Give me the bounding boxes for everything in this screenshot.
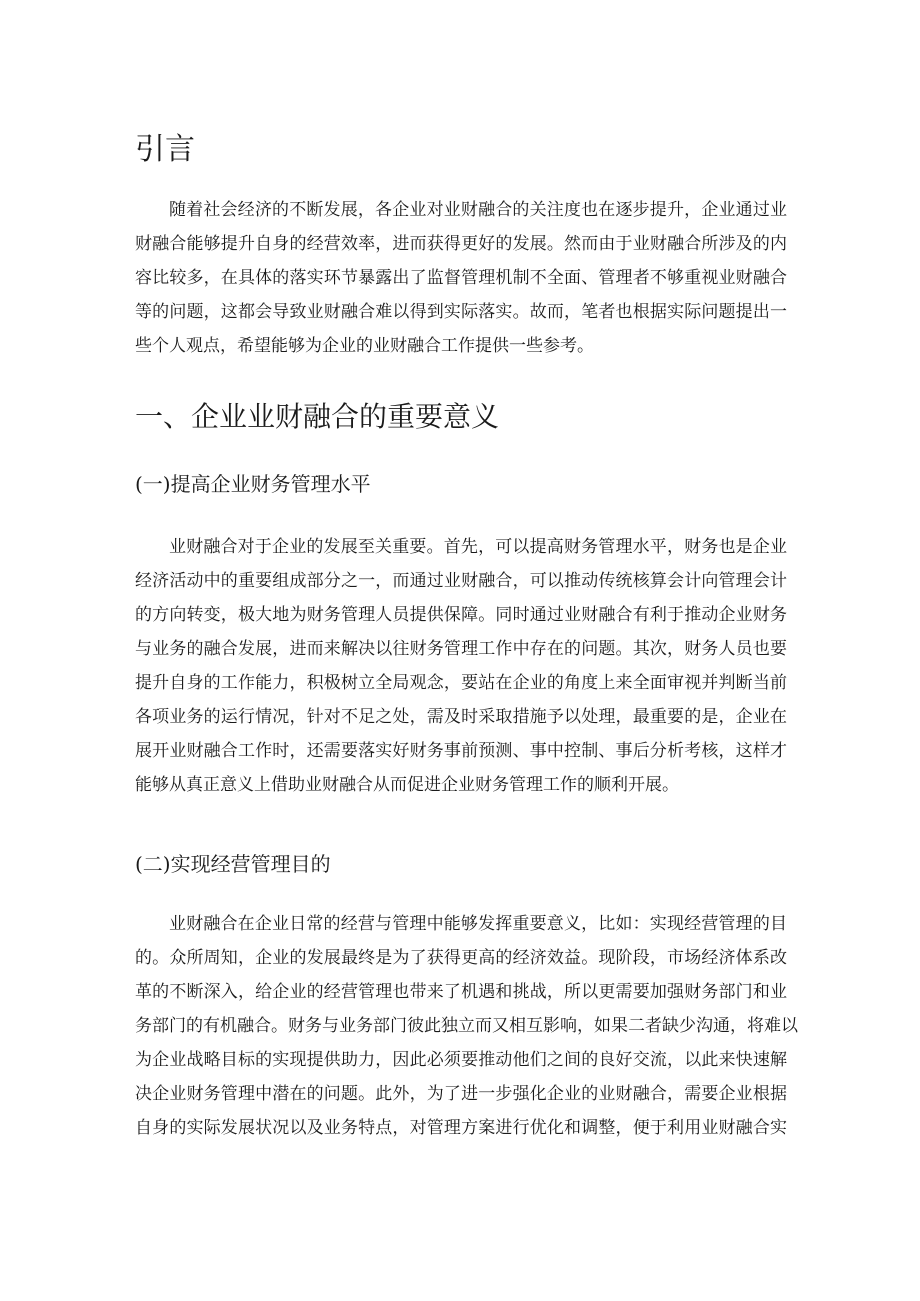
subsection-1-paragraph — [135, 530, 787, 802]
paragraph-line: 自身的实际发展状况以及业务特点，对管理方案进行优化和调整，便于利用业财融合实 — [135, 1118, 787, 1138]
paragraph-line: 等的问题，这都会导致业财融合难以得到实际落实。故而，笔者也根据实际问题提出一 — [135, 302, 787, 322]
subsection-heading-2: (二)实现经营管理目的 — [135, 852, 331, 876]
paragraph-line: 为企业战略目标的实现提供助力，因此必须要推动他们之间的良好交流，以此来快速解 — [135, 1050, 787, 1070]
paragraph-line: 与业务的融合发展，进而来解决以往财务管理工作中存在的问题。其次，财务人员也要 — [135, 639, 787, 659]
paragraph-line: 务部门的有机融合。财务与业务部门彼此独立而又相互影响，如果二者缺少沟通，将难以 — [135, 1016, 798, 1036]
intro-heading: 引言 — [135, 132, 195, 167]
intro-paragraph — [135, 193, 787, 363]
paragraph-line: 展开业财融合工作时，还需要落实好财务事前预测、事中控制、事后分析考核，这样才 — [135, 741, 787, 761]
subsection-2-paragraph — [135, 907, 798, 1145]
paragraph-line: 革的不断深入，给企业的经营管理也带来了机遇和挑战，所以更需要加强财务部门和业 — [135, 982, 787, 1002]
paragraph-line: 决企业财务管理中潜在的问题。此外，为了进一步强化企业的业财融合，需要企业根据 — [135, 1084, 787, 1104]
paragraph-line: 财融合能够提升自身的经营效率，进而获得更好的发展。然而由于业财融合所涉及的内 — [135, 234, 787, 254]
paragraph-line: 各项业务的运行情况，针对不足之处，需及时采取措施予以处理，最重要的是，企业在 — [135, 707, 787, 727]
paragraph-line: 的。众所周知，企业的发展最终是为了获得更高的经济效益。现阶段，市场经济体系改 — [135, 948, 787, 968]
paragraph-line: 经济活动中的重要组成部分之一，而通过业财融合，可以推动传统核算会计向管理会计 — [135, 571, 787, 591]
paragraph-line: 能够从真正意义上借助业财融合从而促进企业财务管理工作的顺利开展。 — [135, 775, 679, 795]
section-heading: 一、企业业财融合的重要意义 — [135, 400, 500, 433]
paragraph-line: 随着社会经济的不断发展，各企业对业财融合的关注度也在逐步提升，企业通过业 — [169, 200, 787, 220]
paragraph-line: 的方向转变，极大地为财务管理人员提供保障。同时通过业财融合有利于推动企业财务 — [135, 605, 787, 625]
paragraph-line: 业财融合在企业日常的经营与管理中能够发挥重要意义，比如：实现经营管理的目 — [169, 914, 787, 934]
paragraph-line: 些个人观点，希望能够为企业的业财融合工作提供一些参考。 — [135, 336, 594, 356]
paragraph-line: 提升自身的工作能力，积极树立全局观念，要站在企业的角度上来全面审视并判断当前 — [135, 673, 787, 693]
subsection-heading-1: (一)提高企业财务管理水平 — [135, 472, 371, 496]
paragraph-line: 业财融合对于企业的发展至关重要。首先，可以提高财务管理水平，财务也是企业 — [169, 537, 787, 557]
paragraph-line: 容比较多，在具体的落实环节暴露出了监督管理机制不全面、管理者不够重视业财融合 — [135, 268, 787, 288]
